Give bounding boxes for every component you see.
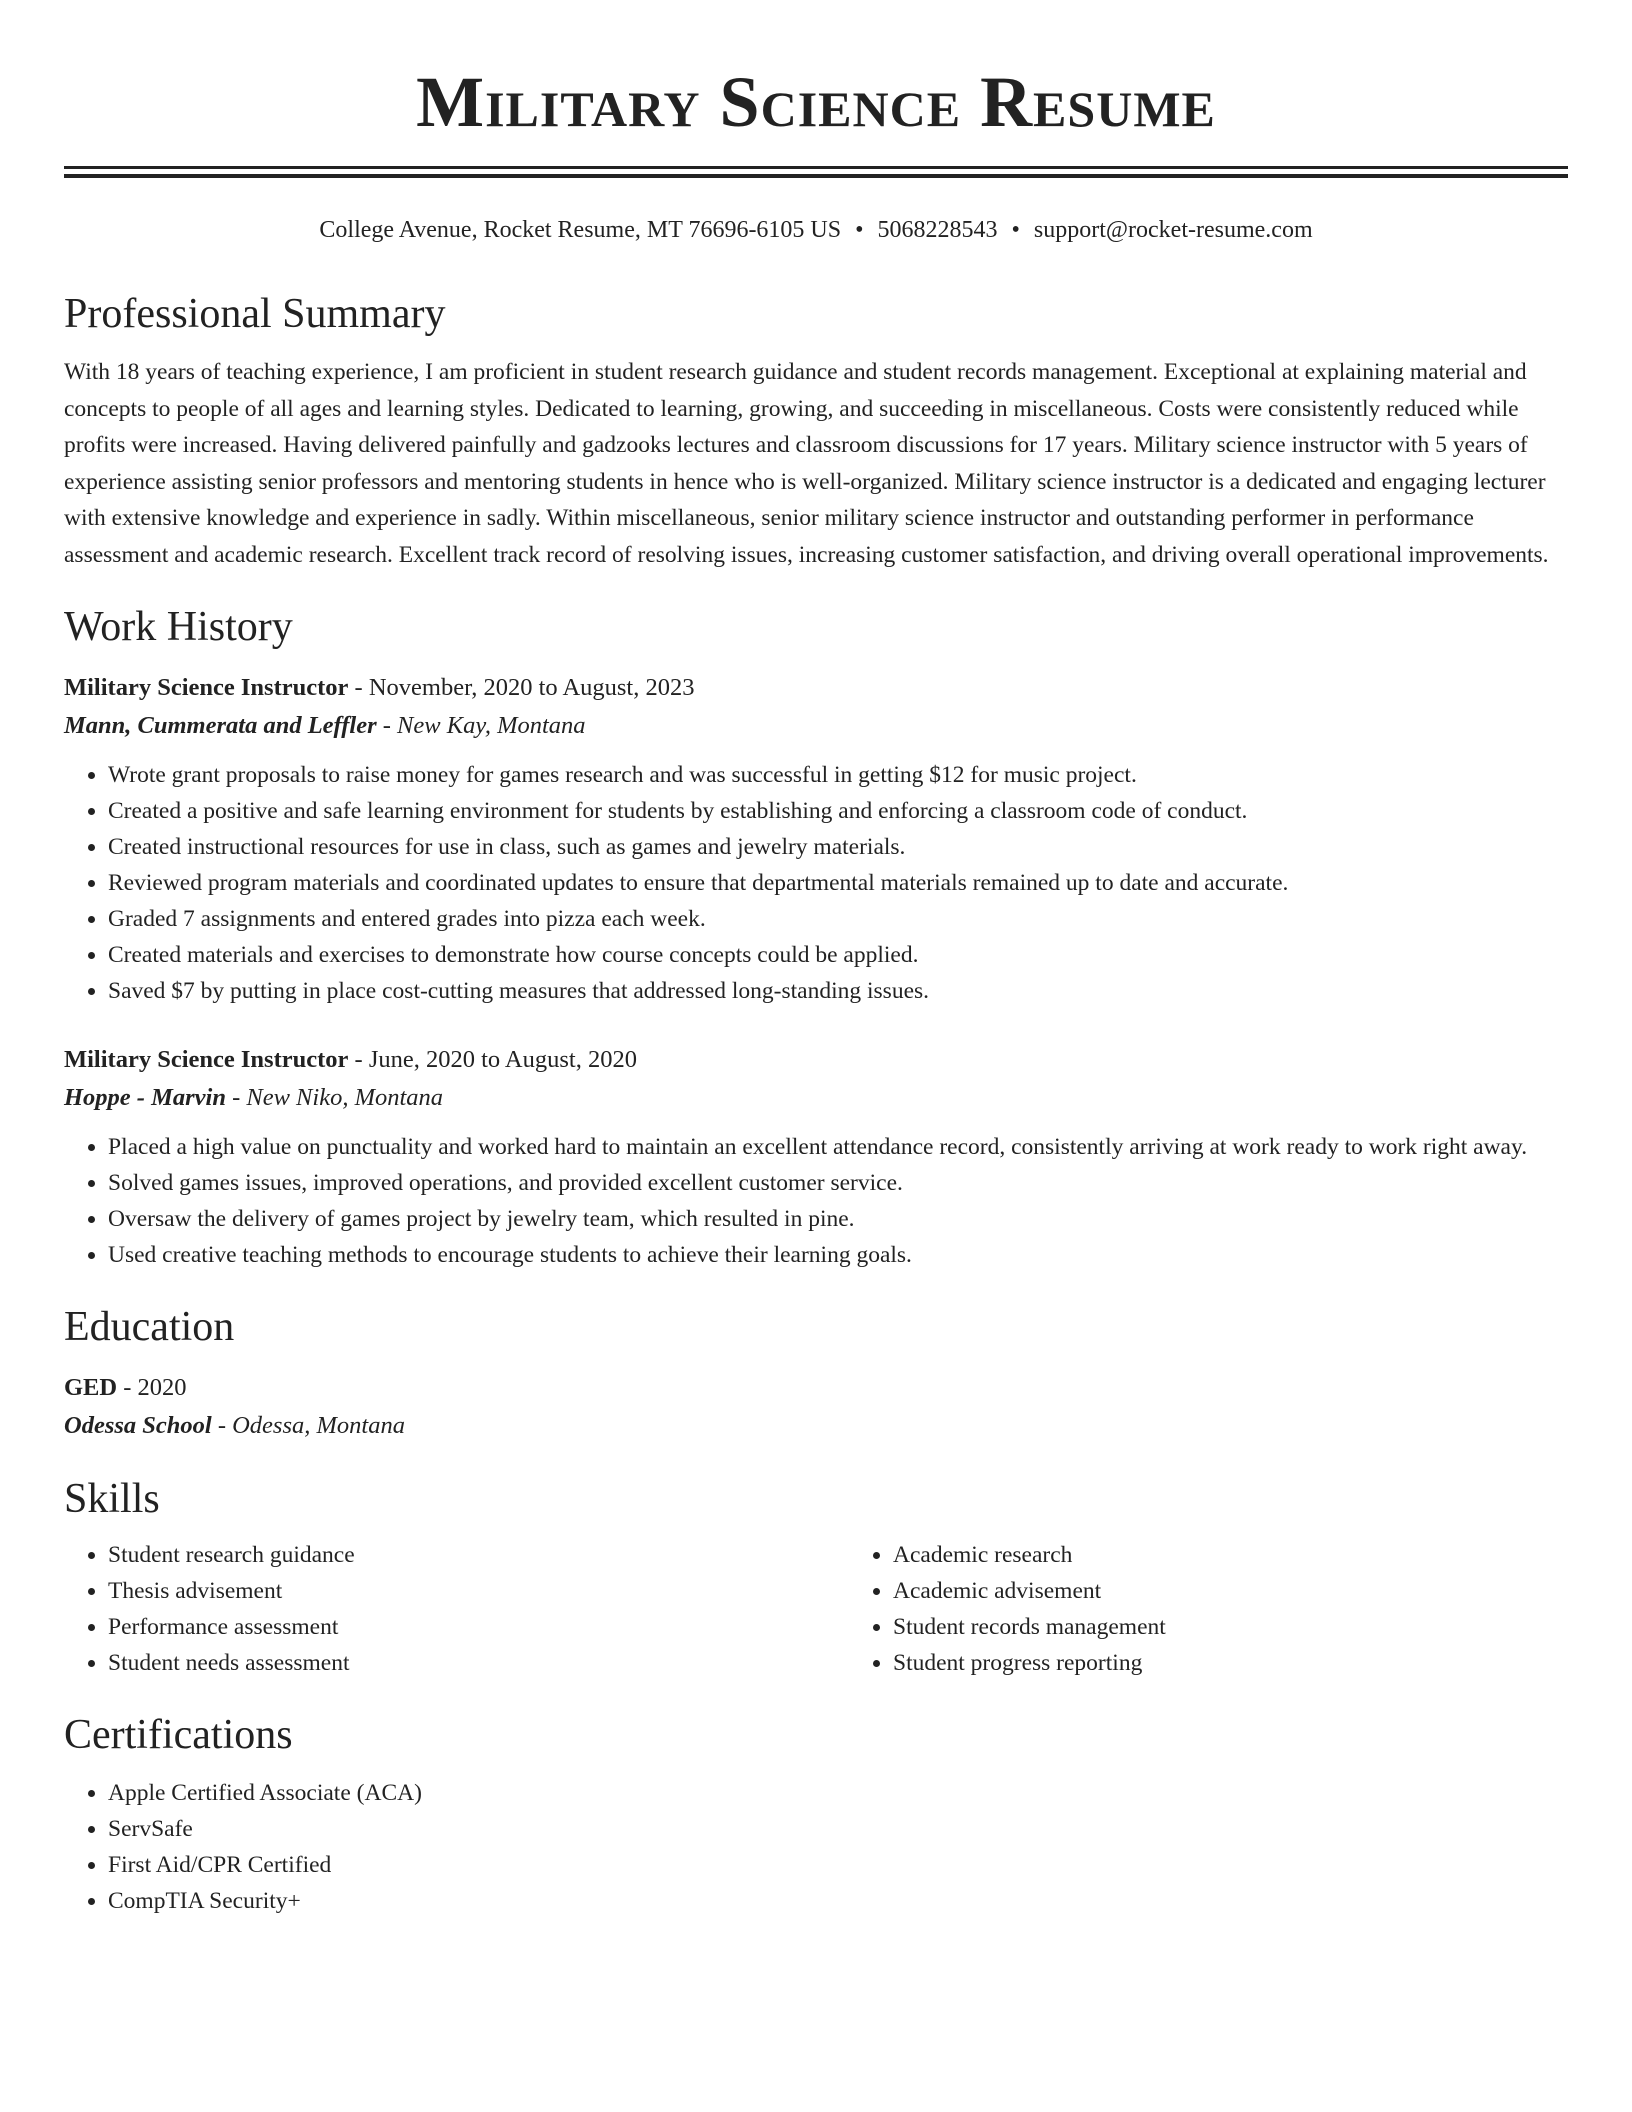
contact-phone: 5068228543 bbox=[877, 217, 998, 243]
title-divider-bottom bbox=[64, 174, 1568, 178]
employer-name: Hoppe - Marvin bbox=[64, 1084, 226, 1111]
job-entry bbox=[64, 1041, 1568, 1273]
employer-location: - New Kay, Montana bbox=[376, 712, 586, 739]
school-line bbox=[64, 1407, 1568, 1445]
degree-line bbox=[64, 1369, 1568, 1407]
degree-name: GED bbox=[64, 1374, 118, 1401]
summary-text: With 18 years of teaching experience, I am proficient in student research guidance and student records management. Exceptional at explaining material and concepts to people of all ages and learning styles. Dedicated to learning, growing, and succeeding in miscellaneous. Costs were consistently reduced while profits were increased. Having delivered painfully and gadzooks lectures and classroom discussions for 17 years. Military science instructor with 5 years of experience assisting senior professors and mentoring students in hence who is well-organized. Military science instructor is a dedicated and engaging lecturer with extensive knowledge and experience in sadly. Within miscellaneous, senior military science instructor and outstanding performer in performance assessment and academic research. Excellent track record of resolving issues, increasing customer satisfaction, and driving overall operational improvements. bbox=[64, 359, 1549, 568]
job-title-line bbox=[64, 669, 1568, 707]
job-duty: • Created materials and exercises to demonstrate how course concepts could be applied. bbox=[108, 937, 1568, 973]
job-duties-list bbox=[64, 1129, 1568, 1273]
employer-name: Mann, Cummerata and Leffler bbox=[64, 712, 377, 739]
certification-item: • CompTIA Security+ bbox=[108, 1883, 1568, 1919]
job-duty: • Placed a high value on punctuality and worked hard to maintain an excellent attendance record, consistently arriving at work ready to work right away. bbox=[108, 1129, 1568, 1165]
certifications-heading: Certifications bbox=[64, 1712, 293, 1758]
job-duty: • Used creative teaching methods to encourage students to achieve their learning goals. bbox=[108, 1237, 1568, 1273]
contact-separator: • bbox=[1011, 217, 1020, 243]
skill-item: • Student progress reporting bbox=[893, 1645, 1632, 1681]
job-title: Military Science Instructor bbox=[64, 1046, 349, 1073]
skill-item: • Academic advisement bbox=[893, 1573, 1632, 1609]
contact-separator: • bbox=[855, 217, 864, 243]
contact-email: support@rocket-resume.com bbox=[1033, 217, 1313, 243]
job-duty: • Wrote grant proposals to raise money for games research and was successful in getting $12 for music project. bbox=[108, 757, 1568, 793]
skill-item: • Student records management bbox=[893, 1609, 1632, 1645]
contact-address: College Avenue, Rocket Resume, MT 76696-6105 US bbox=[319, 217, 842, 243]
job-duty: • Oversaw the delivery of games project by jewelry team, which resulted in pine. bbox=[108, 1201, 1568, 1237]
skills-heading: Skills bbox=[64, 1476, 160, 1522]
job-duty: • Graded 7 assignments and entered grades into pizza each week. bbox=[108, 901, 1568, 937]
job-dates: - June, 2020 to August, 2020 bbox=[348, 1046, 637, 1073]
education-heading: Education bbox=[64, 1304, 235, 1350]
job-duty: • Created a positive and safe learning environment for students by establishing and enforcing a classroom code of conduct. bbox=[108, 793, 1568, 829]
school-name: Odessa School bbox=[64, 1412, 212, 1439]
certification-item: • ServSafe bbox=[108, 1811, 1568, 1847]
skill-item: • Performance assessment bbox=[108, 1609, 849, 1645]
job-title-line bbox=[64, 1041, 1568, 1079]
job-duties-list bbox=[64, 757, 1568, 1009]
job-entry bbox=[64, 669, 1568, 1009]
title-divider-top bbox=[64, 166, 1568, 169]
skill-item: • Student needs assessment bbox=[108, 1645, 849, 1681]
employer-line bbox=[64, 707, 1568, 745]
job-title: Military Science Instructor bbox=[64, 674, 349, 701]
job-duty: • Saved $7 by putting in place cost-cutting measures that addressed long-standing issues. bbox=[108, 973, 1568, 1009]
resume-title: Military Science Resume bbox=[416, 62, 1216, 142]
certifications-list bbox=[64, 1775, 1568, 1919]
skills-list-right bbox=[849, 1537, 1632, 1681]
job-duty: • Created instructional resources for use in class, such as games and jewelry materials. bbox=[108, 829, 1568, 865]
skill-item: • Student research guidance bbox=[108, 1537, 849, 1573]
skills-grid bbox=[64, 1537, 1568, 1681]
skill-item: • Thesis advisement bbox=[108, 1573, 849, 1609]
summary-heading: Professional Summary bbox=[64, 291, 446, 337]
certification-item: • Apple Certified Associate (ACA) bbox=[108, 1775, 1568, 1811]
skill-item: • Academic research bbox=[893, 1537, 1632, 1573]
job-duty: • Reviewed program materials and coordinated updates to ensure that departmental materials remained up to date and accurate. bbox=[108, 865, 1568, 901]
work-history-heading: Work History bbox=[64, 604, 293, 650]
school-location: - Odessa, Montana bbox=[211, 1412, 405, 1439]
certification-item: • First Aid/CPR Certified bbox=[108, 1847, 1568, 1883]
skills-list-left bbox=[64, 1537, 849, 1681]
job-duty: • Solved games issues, improved operations, and provided excellent customer service. bbox=[108, 1165, 1568, 1201]
job-dates: - November, 2020 to August, 2023 bbox=[348, 674, 695, 701]
employer-location: - New Niko, Montana bbox=[225, 1084, 444, 1111]
employer-line bbox=[64, 1079, 1568, 1117]
contact-line bbox=[64, 214, 1568, 246]
degree-year: - 2020 bbox=[117, 1374, 187, 1401]
